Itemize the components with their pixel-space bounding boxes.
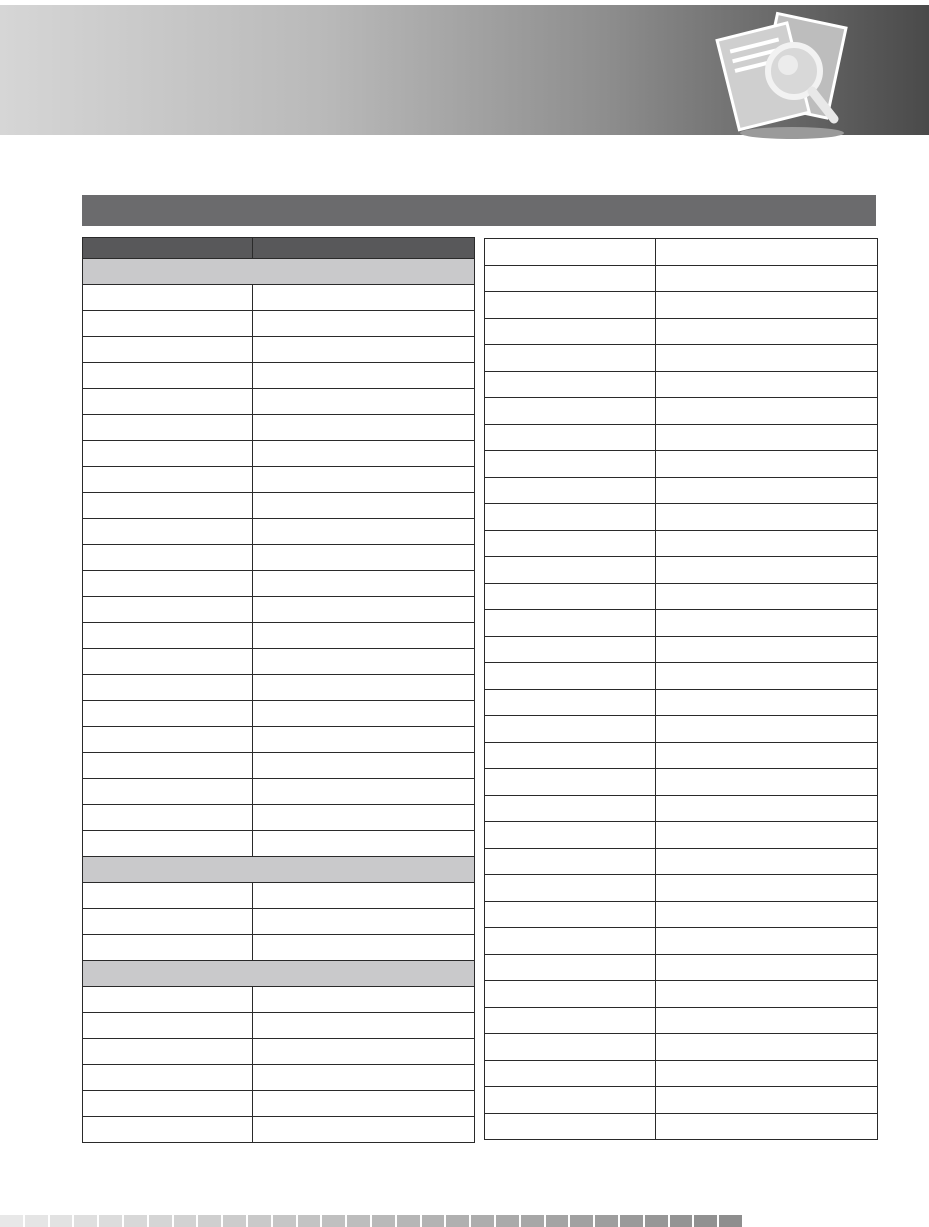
table-row	[83, 805, 475, 831]
footer-strip-segment	[347, 1215, 370, 1227]
table-cell	[83, 1013, 253, 1039]
table-cell	[656, 901, 878, 928]
table-cell	[656, 1007, 878, 1034]
table-cell	[656, 265, 878, 292]
footer-strip-segment	[273, 1215, 296, 1227]
table-row	[485, 583, 878, 610]
table-row	[485, 1007, 878, 1034]
table-cell	[656, 557, 878, 584]
table-row	[83, 597, 475, 623]
footer-gradient-strip	[0, 1215, 744, 1227]
table-row	[83, 779, 475, 805]
table-cell	[83, 1117, 253, 1143]
table-row	[485, 504, 878, 531]
table-cell	[253, 363, 475, 389]
footer-strip-segment	[0, 1215, 23, 1227]
table-row	[485, 769, 878, 796]
table-cell	[83, 1091, 253, 1117]
table-cell	[83, 805, 253, 831]
table-cell	[253, 389, 475, 415]
table-row	[83, 883, 475, 909]
table-cell	[83, 441, 253, 467]
table-row	[485, 1060, 878, 1087]
table-cell	[83, 649, 253, 675]
table-cell	[656, 689, 878, 716]
table-row	[485, 451, 878, 478]
table-row	[485, 345, 878, 372]
table-cell	[485, 398, 656, 425]
table-row	[485, 292, 878, 319]
table-cell	[485, 742, 656, 769]
footer-strip-segment	[174, 1215, 197, 1227]
table-cell	[656, 663, 878, 690]
footer-strip-segment	[149, 1215, 172, 1227]
table-cell	[253, 441, 475, 467]
table-cell	[83, 545, 253, 571]
table-cell	[83, 597, 253, 623]
group-label	[83, 857, 475, 883]
footer-strip-segment	[719, 1215, 742, 1227]
table-row	[83, 675, 475, 701]
table-row	[485, 689, 878, 716]
table-cell	[485, 663, 656, 690]
table-cell	[83, 987, 253, 1013]
table-cell	[656, 848, 878, 875]
footer-strip-segment	[397, 1215, 420, 1227]
table-cell	[656, 530, 878, 557]
table-row	[83, 1065, 475, 1091]
table-cell	[83, 493, 253, 519]
table-cell	[656, 292, 878, 319]
table-row	[485, 663, 878, 690]
table-cell	[485, 769, 656, 796]
table-row	[83, 545, 475, 571]
table-cell	[253, 597, 475, 623]
footer-strip-segment	[422, 1215, 445, 1227]
table-cell	[253, 1065, 475, 1091]
table-row	[485, 557, 878, 584]
table-group-row	[83, 857, 475, 883]
table-cell	[485, 239, 656, 266]
table-row	[83, 1091, 475, 1117]
table-cell	[485, 583, 656, 610]
table-row	[485, 875, 878, 902]
table-row	[485, 318, 878, 345]
table-cell	[83, 1065, 253, 1091]
footer-strip-segment	[322, 1215, 345, 1227]
table-row	[83, 571, 475, 597]
table-row	[83, 831, 475, 857]
table-cell	[253, 1091, 475, 1117]
table-cell	[83, 883, 253, 909]
table-row	[83, 1039, 475, 1065]
section-title-bar	[82, 195, 876, 226]
header-banner	[0, 5, 929, 135]
table-row	[83, 649, 475, 675]
table-cell	[656, 1113, 878, 1140]
table-row	[485, 848, 878, 875]
table-row	[83, 441, 475, 467]
table-cell	[83, 909, 253, 935]
table-row	[83, 1117, 475, 1143]
footer-strip-segment	[74, 1215, 97, 1227]
table-cell	[253, 779, 475, 805]
table-cell	[83, 363, 253, 389]
table-cell	[83, 467, 253, 493]
table-cell	[656, 371, 878, 398]
table-row	[83, 753, 475, 779]
table-cell	[656, 610, 878, 637]
table-row	[485, 636, 878, 663]
table-row	[485, 742, 878, 769]
table-cell	[83, 311, 253, 337]
table-cell	[656, 318, 878, 345]
table-cell	[253, 571, 475, 597]
table-group-row	[83, 961, 475, 987]
table-cell	[83, 727, 253, 753]
footer-strip-segment	[595, 1215, 618, 1227]
table-cell	[485, 981, 656, 1008]
footer-strip-segment	[471, 1215, 494, 1227]
table-row	[485, 928, 878, 955]
table-cell	[485, 689, 656, 716]
table-cell	[656, 954, 878, 981]
table-cell	[656, 451, 878, 478]
table-cell	[656, 345, 878, 372]
table-row	[485, 239, 878, 266]
table-cell	[485, 716, 656, 743]
table-cell	[83, 779, 253, 805]
table-cell	[253, 909, 475, 935]
table-row	[485, 1087, 878, 1114]
footer-strip-segment	[99, 1215, 122, 1227]
table-cell	[656, 716, 878, 743]
table-cell	[83, 519, 253, 545]
table-cell	[485, 424, 656, 451]
table-cell	[656, 1087, 878, 1114]
footer-strip-segment	[223, 1215, 246, 1227]
table-cell	[656, 636, 878, 663]
table-cell	[253, 727, 475, 753]
table-cell	[485, 1034, 656, 1061]
table-cell	[253, 649, 475, 675]
table-cell	[485, 1060, 656, 1087]
table-row	[485, 954, 878, 981]
table-cell	[485, 1087, 656, 1114]
left-spec-table	[82, 237, 475, 1143]
table-cell	[656, 477, 878, 504]
table-cell	[83, 415, 253, 441]
table-cell	[485, 318, 656, 345]
table-row	[83, 415, 475, 441]
footer-strip-segment	[298, 1215, 321, 1227]
table-group-row	[83, 259, 475, 285]
table-cell	[656, 822, 878, 849]
table-cell	[485, 610, 656, 637]
table-cell	[253, 805, 475, 831]
table-cell	[485, 875, 656, 902]
table-cell	[485, 822, 656, 849]
table-row	[485, 530, 878, 557]
footer-strip-segment	[496, 1215, 519, 1227]
table-cell	[485, 848, 656, 875]
table-cell	[253, 311, 475, 337]
table-cell	[485, 1113, 656, 1140]
table-cell	[656, 769, 878, 796]
footer-strip-segment	[546, 1215, 569, 1227]
table-cell	[485, 345, 656, 372]
table-cell	[253, 753, 475, 779]
table-row	[83, 285, 475, 311]
table-cell	[656, 1060, 878, 1087]
table-cell	[253, 285, 475, 311]
table-cell	[253, 987, 475, 1013]
table-cell	[253, 337, 475, 363]
table-cell	[485, 451, 656, 478]
document-magnifier-icon	[708, 11, 858, 139]
table-row	[485, 265, 878, 292]
table-row	[83, 493, 475, 519]
table-cell	[656, 239, 878, 266]
footer-strip-segment	[620, 1215, 643, 1227]
table-cell	[83, 1039, 253, 1065]
table-row	[83, 311, 475, 337]
table-cell	[83, 623, 253, 649]
table-row	[485, 371, 878, 398]
table-cell	[485, 928, 656, 955]
table-cell	[656, 795, 878, 822]
table-cell	[485, 954, 656, 981]
footer-strip-segment	[670, 1215, 693, 1227]
table-cell	[253, 545, 475, 571]
table-cell	[253, 415, 475, 441]
table-cell	[485, 504, 656, 531]
table-cell	[83, 935, 253, 961]
table-cell	[253, 1117, 475, 1143]
table-cell	[485, 265, 656, 292]
table-cell	[253, 493, 475, 519]
right-spec-table	[484, 238, 878, 1140]
group-label	[83, 259, 475, 285]
table-cell	[656, 875, 878, 902]
table-cell	[253, 623, 475, 649]
footer-strip-segment	[124, 1215, 147, 1227]
table-cell	[253, 883, 475, 909]
table-row	[83, 389, 475, 415]
table-cell	[83, 675, 253, 701]
table-row	[83, 519, 475, 545]
footer-strip-segment	[198, 1215, 221, 1227]
table-cell	[656, 742, 878, 769]
table-row	[485, 981, 878, 1008]
table-cell	[656, 928, 878, 955]
table-cell	[83, 571, 253, 597]
table-row	[485, 477, 878, 504]
table-cell	[253, 467, 475, 493]
table-row	[83, 701, 475, 727]
table-row	[485, 610, 878, 637]
table-row	[83, 909, 475, 935]
group-label	[83, 961, 475, 987]
table-cell	[83, 389, 253, 415]
table-cell	[485, 1007, 656, 1034]
table-row	[83, 1013, 475, 1039]
table-cell	[485, 636, 656, 663]
table-cell	[485, 530, 656, 557]
table-header-row	[83, 238, 475, 259]
footer-strip-segment	[50, 1215, 73, 1227]
table-cell	[485, 795, 656, 822]
table-row	[83, 935, 475, 961]
table-cell	[485, 477, 656, 504]
table-cell	[656, 583, 878, 610]
table-row	[83, 467, 475, 493]
table-cell	[485, 557, 656, 584]
table-row	[485, 398, 878, 425]
table-cell	[485, 371, 656, 398]
table-row	[83, 363, 475, 389]
table-header-cell	[253, 238, 475, 259]
footer-strip-segment	[521, 1215, 544, 1227]
table-cell	[253, 519, 475, 545]
table-row	[83, 987, 475, 1013]
table-cell	[656, 981, 878, 1008]
table-cell	[253, 1013, 475, 1039]
table-cell	[253, 831, 475, 857]
table-row	[83, 337, 475, 363]
table-cell	[253, 935, 475, 961]
table-row	[485, 795, 878, 822]
footer-strip-segment	[446, 1215, 469, 1227]
table-cell	[253, 1039, 475, 1065]
table-cell	[656, 1034, 878, 1061]
footer-strip-segment	[645, 1215, 668, 1227]
table-cell	[253, 701, 475, 727]
table-row	[485, 716, 878, 743]
table-cell	[485, 292, 656, 319]
table-cell	[83, 753, 253, 779]
footer-strip-segment	[372, 1215, 395, 1227]
table-cell	[656, 424, 878, 451]
table-row	[485, 424, 878, 451]
table-cell	[83, 285, 253, 311]
table-header-cell	[83, 238, 253, 259]
table-cell	[656, 504, 878, 531]
table-row	[485, 1113, 878, 1140]
table-cell	[83, 831, 253, 857]
footer-strip-segment	[694, 1215, 717, 1227]
footer-strip-segment	[248, 1215, 271, 1227]
table-cell	[253, 675, 475, 701]
table-row	[485, 1034, 878, 1061]
footer-strip-segment	[25, 1215, 48, 1227]
table-cell	[656, 398, 878, 425]
table-row	[83, 727, 475, 753]
table-row	[485, 901, 878, 928]
table-row	[83, 623, 475, 649]
table-row	[485, 822, 878, 849]
table-cell	[83, 701, 253, 727]
table-cell	[83, 337, 253, 363]
footer-strip-segment	[570, 1215, 593, 1227]
table-cell	[485, 901, 656, 928]
